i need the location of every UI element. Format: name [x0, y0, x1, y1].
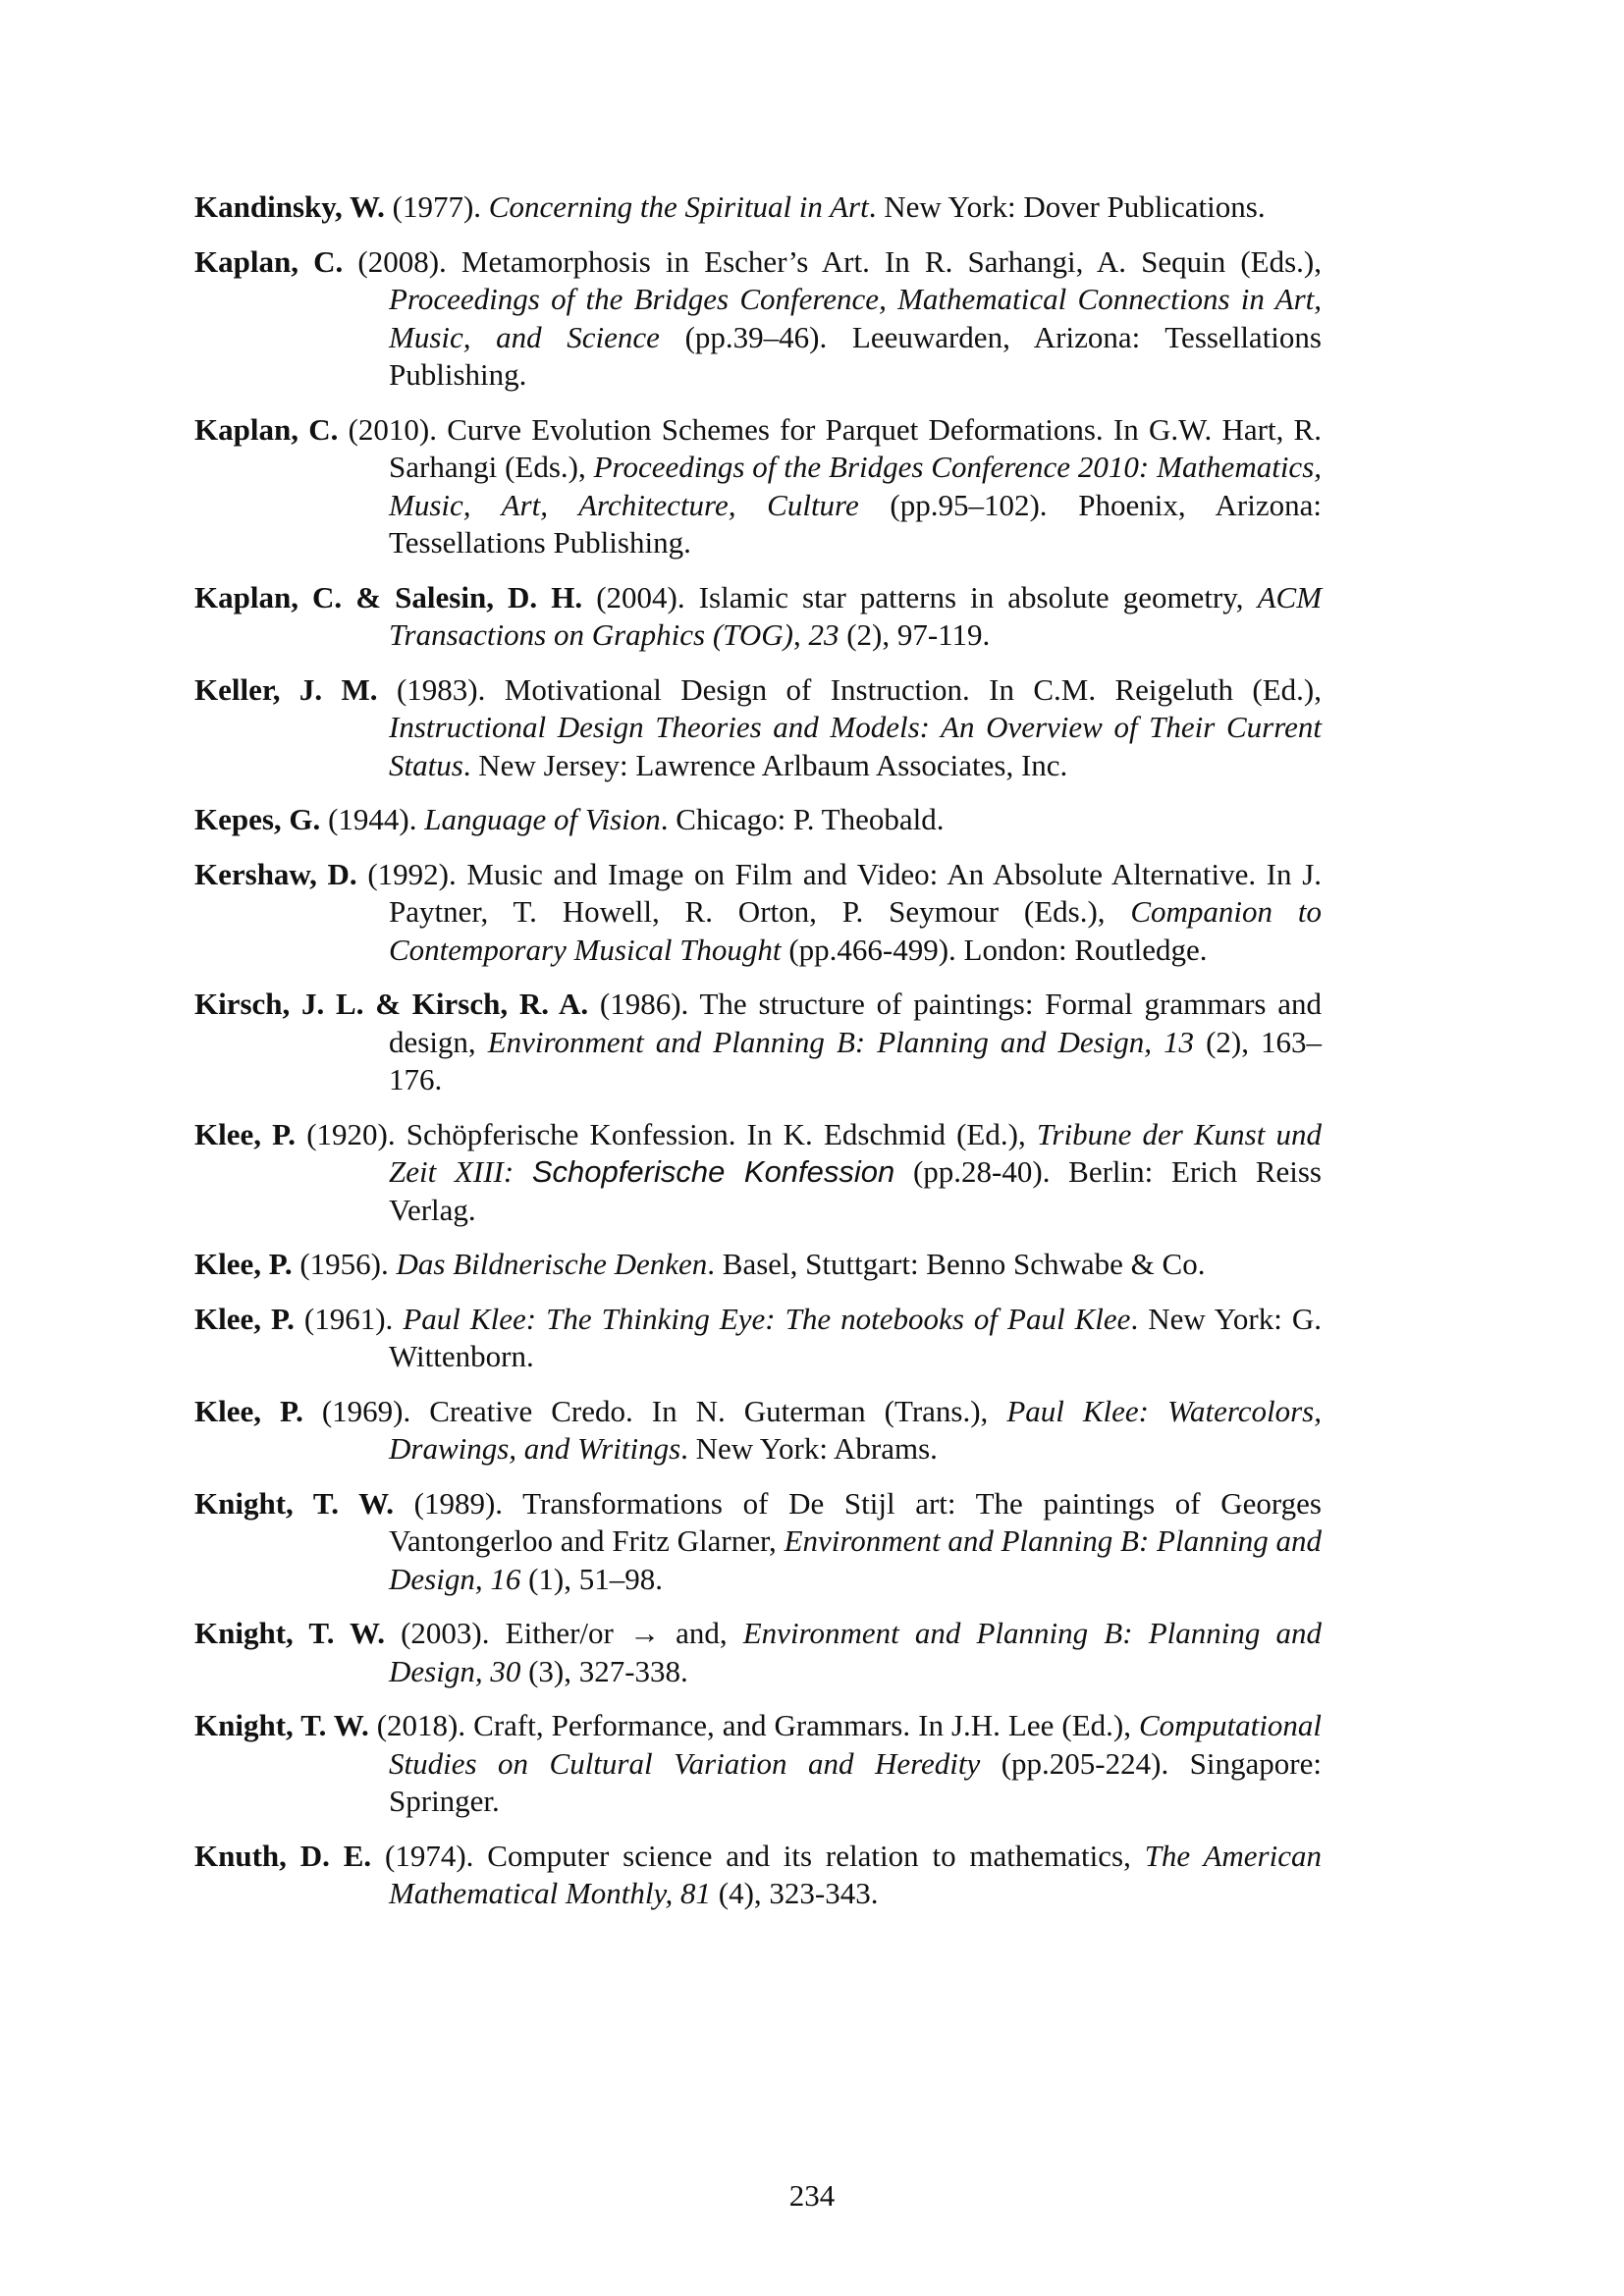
reference-entry	[194, 1116, 1322, 1230]
reference-title: Companion to Contemporary Musical Thought	[389, 894, 1322, 967]
reference-text: Music and Image on Film and Video: An Absolute Alternative. In J. Paytner, T. Howell, R. Orton, P. Seymour (Eds.),	[389, 856, 1323, 929]
reference-year: (1969).	[321, 1393, 411, 1428]
reference-text: Transformations of De Stijl art: The paintings of Georges Vantongerloo and Fritz Glarner,	[389, 1485, 1322, 1558]
reference-entry	[194, 1393, 1322, 1468]
reference-text: Curve Evolution Schemes for Parquet Deformations. In G.W. Hart, R. Sarhangi (Eds.),	[389, 411, 1322, 484]
reference-year: (2004).	[596, 579, 685, 614]
reference-author: Kaplan, C. & Salesin, D. H.	[194, 579, 583, 614]
reference-author: Kaplan, C.	[194, 411, 339, 447]
reference-text: . New York: Abrams.	[680, 1431, 938, 1466]
reference-entry	[194, 411, 1322, 562]
reference-year: (2003).	[401, 1616, 490, 1650]
reference-title: The American Mathematical Monthly, 81	[389, 1838, 1322, 1910]
reference-title: Environment and Planning B: Planning and Design, 16	[389, 1523, 1322, 1596]
reference-title: Schopferische Konfession	[531, 1154, 895, 1189]
reference-year: (1983).	[396, 671, 486, 707]
reference-author: Klee, P.	[194, 1393, 303, 1428]
reference-title: ACM Transactions on Graphics (TOG)	[389, 579, 1323, 652]
reference-year: (1956).	[299, 1247, 389, 1281]
reference-author: Kandinsky, W.	[194, 189, 385, 224]
reference-year: (2008).	[357, 243, 447, 279]
reference-text: (pp.39–46). Leeuwarden, Arizona: Tessellations Publishing.	[389, 319, 1322, 392]
reference-entry	[194, 671, 1322, 785]
reference-year: (1989).	[413, 1485, 504, 1521]
reference-text: Craft, Performance, and Grammars. In J.H. Lee (Ed.),	[473, 1708, 1139, 1742]
reference-author: Knuth, D. E.	[194, 1838, 372, 1873]
reference-text: The structure of paintings: Formal grammars and design,	[389, 987, 1322, 1059]
reference-text: Computer science and its relation to mathematics,	[487, 1838, 1145, 1873]
reference-text: (pp.95–102). Phoenix, Arizona: Tessellations Publishing.	[389, 487, 1322, 560]
reference-title: Tribune der Kunst und Zeit XIII:	[389, 1116, 1323, 1189]
reference-year: (1986).	[599, 987, 689, 1021]
reference-text: (1), 51–98.	[520, 1561, 663, 1596]
reference-text: Islamic star patterns in absolute geometry,	[698, 579, 1258, 614]
reference-text: Creative Credo. In N. Guterman (Trans.),	[429, 1393, 1007, 1428]
reference-author: Kirsch, J. L. & Kirsch, R. A.	[194, 987, 589, 1021]
reference-title: Proceedings of the Bridges Conference 2010: Mathematics, Music, Art, Architecture, Culture	[389, 450, 1323, 522]
reference-entry	[194, 1246, 1322, 1284]
reference-entry	[194, 1615, 1322, 1690]
reference-entry	[194, 1838, 1322, 1913]
reference-author: Knight, T. W.	[194, 1708, 369, 1742]
reference-entry	[194, 1707, 1322, 1821]
reference-text: Metamorphosis in Escher’s Art. In R. Sarhangi, A. Sequin (Eds.),	[460, 243, 1323, 279]
reference-year: (2018).	[376, 1708, 466, 1742]
reference-text: . Basel, Stuttgart: Benno Schwabe & Co.	[707, 1247, 1206, 1281]
reference-entry	[194, 986, 1322, 1099]
reference-author: Kaplan, C.	[194, 243, 344, 279]
reference-title: Proceedings of the Bridges Conference, Mathematical Connections in Art, Music, and Science	[389, 282, 1322, 354]
reference-list	[194, 188, 1322, 1930]
reference-entry	[194, 579, 1322, 655]
reference-text: . New Jersey: Lawrence Arlbaum Associates, Inc.	[462, 747, 1068, 782]
reference-text: (4), 323-343.	[711, 1876, 879, 1910]
reference-year: (2010).	[348, 411, 437, 447]
reference-text: (2), 97-119.	[839, 617, 991, 652]
reference-text: . New York: G. Wittenborn.	[389, 1301, 1323, 1373]
reference-title: Environment and Planning B: Planning and Design, 13	[487, 1024, 1195, 1059]
reference-title: Language of Vision	[424, 802, 661, 836]
reference-year: (1920).	[306, 1116, 396, 1151]
reference-text: Schöpferische Konfession. In K. Edschmid (Ed.),	[406, 1116, 1037, 1151]
reference-text: ,	[792, 617, 809, 652]
reference-entry	[194, 188, 1322, 227]
reference-text: (pp.466-499). London: Routledge.	[781, 932, 1208, 967]
reference-text: . Chicago: P. Theobald.	[660, 802, 945, 836]
reference-year: (1992).	[367, 856, 457, 891]
reference-title: Das Bildnerische Denken	[396, 1247, 708, 1281]
reference-year: (1944).	[328, 802, 417, 836]
reference-text: (3), 327-338.	[520, 1653, 688, 1688]
page-number: 234	[788, 2178, 836, 2213]
reference-year: (1974).	[385, 1838, 474, 1873]
reference-author: Klee, P.	[194, 1116, 297, 1151]
reference-text: (pp.28-40). Berlin: Erich Reiss Verlag.	[389, 1154, 1322, 1227]
reference-title: Paul Klee: Watercolors, Drawings, and Writings	[389, 1393, 1323, 1466]
reference-text: . New York: Dover Publications.	[868, 189, 1266, 224]
reference-author: Keller, J. M.	[194, 671, 378, 707]
reference-entry	[194, 243, 1322, 395]
reference-title: 23	[808, 617, 839, 652]
reference-entry	[194, 856, 1322, 970]
reference-title: Concerning the Spiritual in Art	[488, 189, 869, 224]
reference-entry	[194, 1301, 1322, 1376]
reference-text: Either/or → and,	[505, 1616, 743, 1650]
reference-year: (1977).	[392, 189, 482, 224]
reference-title: Paul Klee: The Thinking Eye: The notebooks of Paul Klee	[403, 1301, 1131, 1336]
reference-text: (pp.205-224). Singapore: Springer.	[389, 1745, 1322, 1818]
reference-title: Environment and Planning B: Planning and Design, 30	[389, 1616, 1322, 1688]
reference-title: Instructional Design Theories and Models: An Overview of Their Current Status	[389, 710, 1322, 782]
reference-author: Klee, P.	[194, 1301, 295, 1336]
reference-author: Knight, T. W.	[194, 1616, 385, 1650]
reference-author: Kershaw, D.	[194, 856, 357, 891]
reference-year: (1961).	[303, 1301, 394, 1336]
reference-entry	[194, 801, 1322, 839]
reference-title: Computational Studies on Cultural Variation and Heredity	[389, 1708, 1322, 1781]
reference-author: Kepes, G.	[194, 802, 321, 836]
reference-text: Motivational Design of Instruction. In C.M. Reigeluth (Ed.),	[504, 671, 1323, 707]
reference-author: Knight, T. W.	[194, 1485, 394, 1521]
reference-text: (2), 163–176.	[389, 1024, 1322, 1096]
reference-author: Klee, P.	[194, 1247, 293, 1281]
reference-entry	[194, 1485, 1322, 1599]
